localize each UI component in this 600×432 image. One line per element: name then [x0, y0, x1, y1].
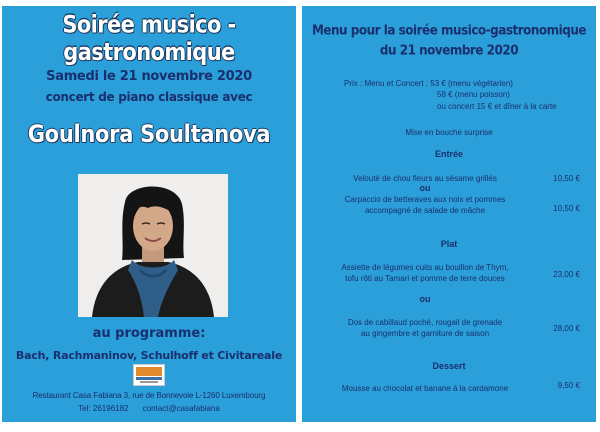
menu-title-line-2: du 21 novembre 2020 [379, 42, 519, 58]
venue-address: Restaurant Casa Fabiana 3, rue de Bonnevoie L-1260 Luxembourg [32, 391, 266, 400]
programme-title: au programme: [92, 326, 206, 341]
plat-dish-2 [302, 317, 548, 339]
entree-dish-2 [302, 194, 548, 216]
plat-dish-1-line-1: Assiette de légumes cuits au bouillon de Thym, [341, 263, 509, 272]
plat-price-1: 23,00 € [553, 270, 580, 279]
menu-title [302, 20, 596, 60]
artist-name: Goulnora Soultanova [27, 120, 271, 148]
artist-photo [78, 174, 228, 317]
entree-dish-2-line-2: accompagné de salade de mâche [364, 206, 486, 215]
entree-dish-2-line-1: Carpaccio de betteraves aux noix et pommes [344, 195, 506, 204]
price-line-3: ou concert 15 € et dîner à la carte [437, 102, 557, 111]
plat-or: ou [419, 294, 431, 304]
entree-price-1: 10,50 € [553, 174, 580, 183]
price-line-2: 58 € (menu poisson) [437, 90, 510, 99]
section-entree: Entrée [434, 149, 463, 159]
plat-price-2: 28,00 € [553, 324, 580, 333]
phone-number: Tel: 26196182 [78, 404, 129, 413]
poster-panel [2, 6, 296, 422]
entree-price-2: 10,50 € [553, 204, 580, 213]
entree-dish-1: Velouté de chou fleurs au sésame grillés [353, 174, 497, 183]
amuse-bouche: Mise en bouche surprise [405, 128, 493, 137]
poster-title: Soirée musico - gastronomique [62, 10, 236, 66]
programme-composers: Bach, Rachmaninov, Schulhoff et Civitareale [15, 349, 283, 362]
concert-description: concert de piano classique avec [45, 90, 253, 104]
contact-line [2, 404, 296, 413]
contact-email: contact@casafabiana [142, 404, 220, 413]
plat-dish-2-line-1: Dos de cabillaud poché, rougail de grenade [347, 318, 503, 327]
plat-dish-1 [302, 262, 548, 284]
price-line-1: Prix : Menu et Concert : 53 € (menu végétarien) [344, 79, 513, 88]
portrait-image [78, 174, 228, 317]
section-plat: Plat [440, 239, 458, 249]
menu-title-line-1: Menu pour la soirée musico-gastronomique [311, 22, 587, 38]
section-dessert: Dessert [432, 361, 466, 371]
menu-panel [302, 6, 596, 422]
plat-dish-2-line-2: au gingembre et garniture de saison [360, 329, 490, 338]
dessert-price-1: 9,50 € [557, 381, 580, 390]
entree-or: ou [419, 183, 431, 193]
event-date: Samedi le 21 novembre 2020 [46, 69, 252, 84]
dessert-dish-1: Mousse au chocolat et banane à la cardamone [341, 384, 509, 393]
restaurant-logo-icon [133, 364, 165, 386]
plat-dish-1-line-2: tofu rôti au Tamari et pomme de terre douces [345, 274, 505, 283]
